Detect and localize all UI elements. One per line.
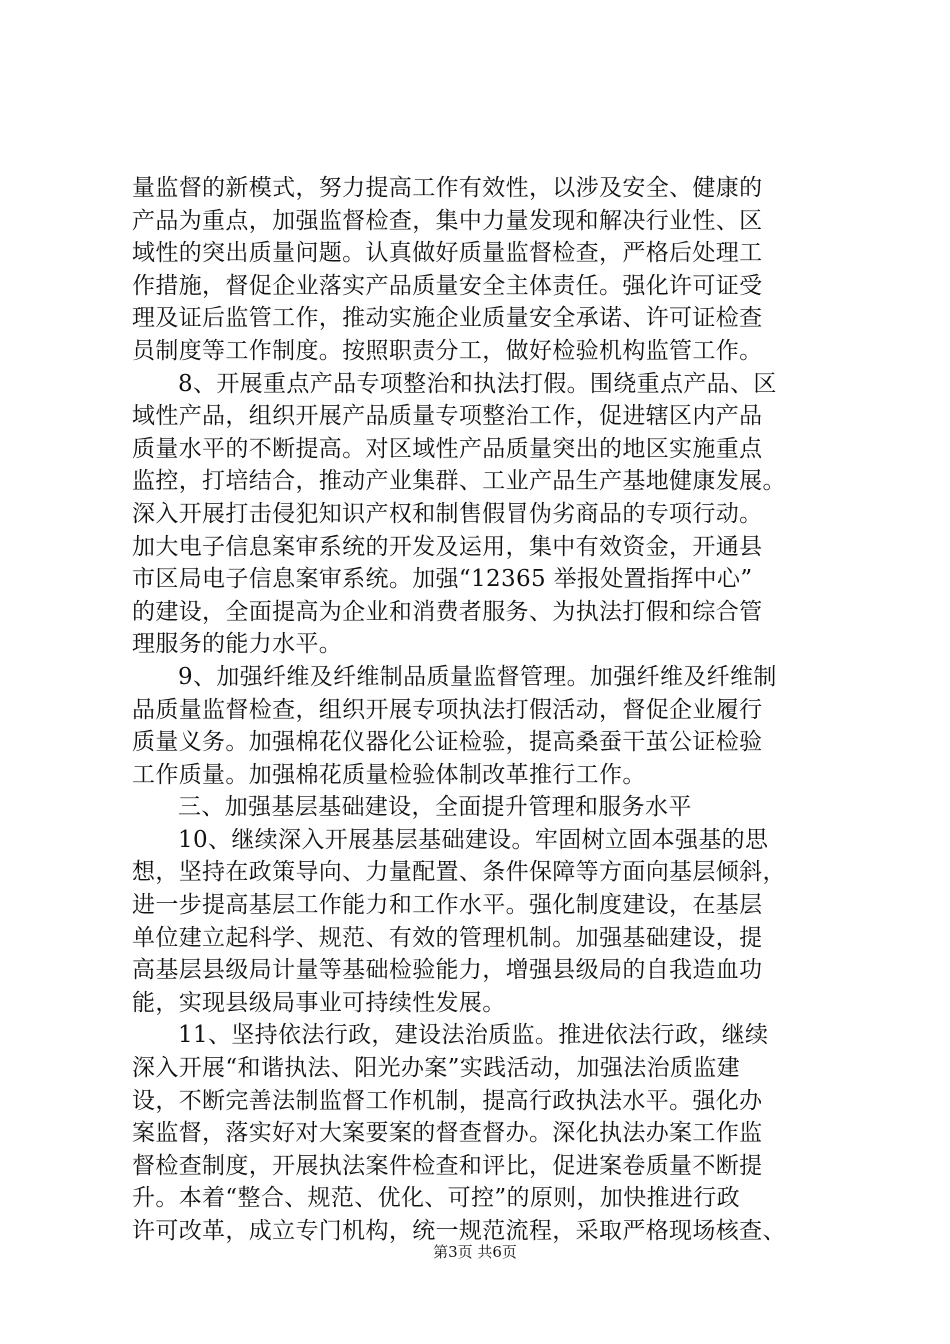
text-line: 督检查制度，开展执法案件检查和评比，促进案卷质量不断提 xyxy=(132,1152,763,1179)
text-line: 市区局电子信息案审系统。加强“12365 举报处置指挥中心” xyxy=(132,566,753,593)
text-line: 质量水平的不断提高。对区域性产品质量突出的地区实施重点 xyxy=(132,435,763,462)
section-heading: 三、加强基层基础建设，全面提升管理和服务水平 xyxy=(178,794,692,821)
text-line: 深入开展“和谐执法、阳光办案”实践活动，加强法治质监建 xyxy=(132,1055,740,1082)
text-line: 品质量监督检查，组织开展专项执法打假活动，督促企业履行 xyxy=(132,696,763,723)
text-line: 进一步提高基层工作能力和工作水平。强化制度建设，在基层 xyxy=(132,892,763,919)
text-line: 升。本着“整合、规范、优化、可控”的原则，加快推进行政 xyxy=(132,1185,740,1212)
text-line: 加大电子信息案审系统的开发及运用，集中有效资金，开通县 xyxy=(132,533,763,560)
document-body xyxy=(132,172,832,1248)
text-line: 想，坚持在政策导向、力量配置、条件保障等方面向基层倾斜， xyxy=(132,859,786,886)
text-line: 案监督，落实好对大案要案的督查督办。深化执法办案工作监 xyxy=(132,1120,763,1147)
text-line: 域性产品，组织开展产品质量专项整治工作，促进辖区内产品 xyxy=(132,403,763,430)
text-line: 许可改革，成立专门机构，统一规范流程，采取严格现场核查、 xyxy=(132,1218,786,1244)
page-footer xyxy=(0,1242,950,1262)
text-line: 的建设，全面提高为企业和消费者服务、为执法打假和综合管 xyxy=(132,598,763,625)
paragraph-start-line: 11、坚持依法行政，建设法治质监。推进依法行政，继续 xyxy=(178,1022,769,1049)
text-line: 深入开展打击侵犯知识产权和制售假冒伪劣商品的专项行动。 xyxy=(132,500,763,527)
text-line: 质量义务。加强棉花仪器化公证检验，提高桑蚕干茧公证检验 xyxy=(132,729,763,756)
text-line: 监控，打培结合，推动产业集群、工业产品生产基地健康发展。 xyxy=(132,468,786,495)
text-line: 设，不断完善法制监督工作机制，提高行政执法水平。强化办 xyxy=(132,1087,763,1114)
text-line: 理服务的能力水平。 xyxy=(132,631,343,658)
text-line: 工作质量。加强棉花质量检验体制改革推行工作。 xyxy=(132,761,646,788)
text-line: 域性的突出质量问题。认真做好质量监督检查，严格后处理工 xyxy=(132,240,763,267)
text-line: 高基层县级局计量等基础检验能力，增强县级局的自我造血功 xyxy=(132,957,763,984)
text-line: 理及证后监管工作，推动实施企业质量安全承诺、许可证检查 xyxy=(132,305,763,332)
text-line: 产品为重点，加强监督检查，集中力量发现和解决行业性、区 xyxy=(132,207,763,234)
paragraph-start-line: 8、开展重点产品专项整治和执法打假。围绕重点产品、区 xyxy=(178,370,777,397)
text-line: 量监督的新模式，努力提高工作有效性，以涉及安全、健康的 xyxy=(132,175,763,201)
text-line: 能，实现县级局事业可持续性发展。 xyxy=(132,989,506,1016)
text-line: 作措施，督促企业落实产品质量安全主体责任。强化许可证受 xyxy=(132,272,763,299)
paragraph-start-line: 9、加强纤维及纤维制品质量监督管理。加强纤维及纤维制 xyxy=(178,663,777,690)
page-number-label: 第3页 共6页 xyxy=(433,1243,517,1261)
text-line: 员制度等工作制度。按照职责分工，做好检验机构监管工作。 xyxy=(132,337,763,364)
paragraph-start-line: 10、继续深入开展基层基础建设。牢固树立固本强基的思 xyxy=(178,826,769,853)
text-line: 单位建立起科学、规范、有效的管理机制。加强基础建设，提 xyxy=(132,924,763,951)
